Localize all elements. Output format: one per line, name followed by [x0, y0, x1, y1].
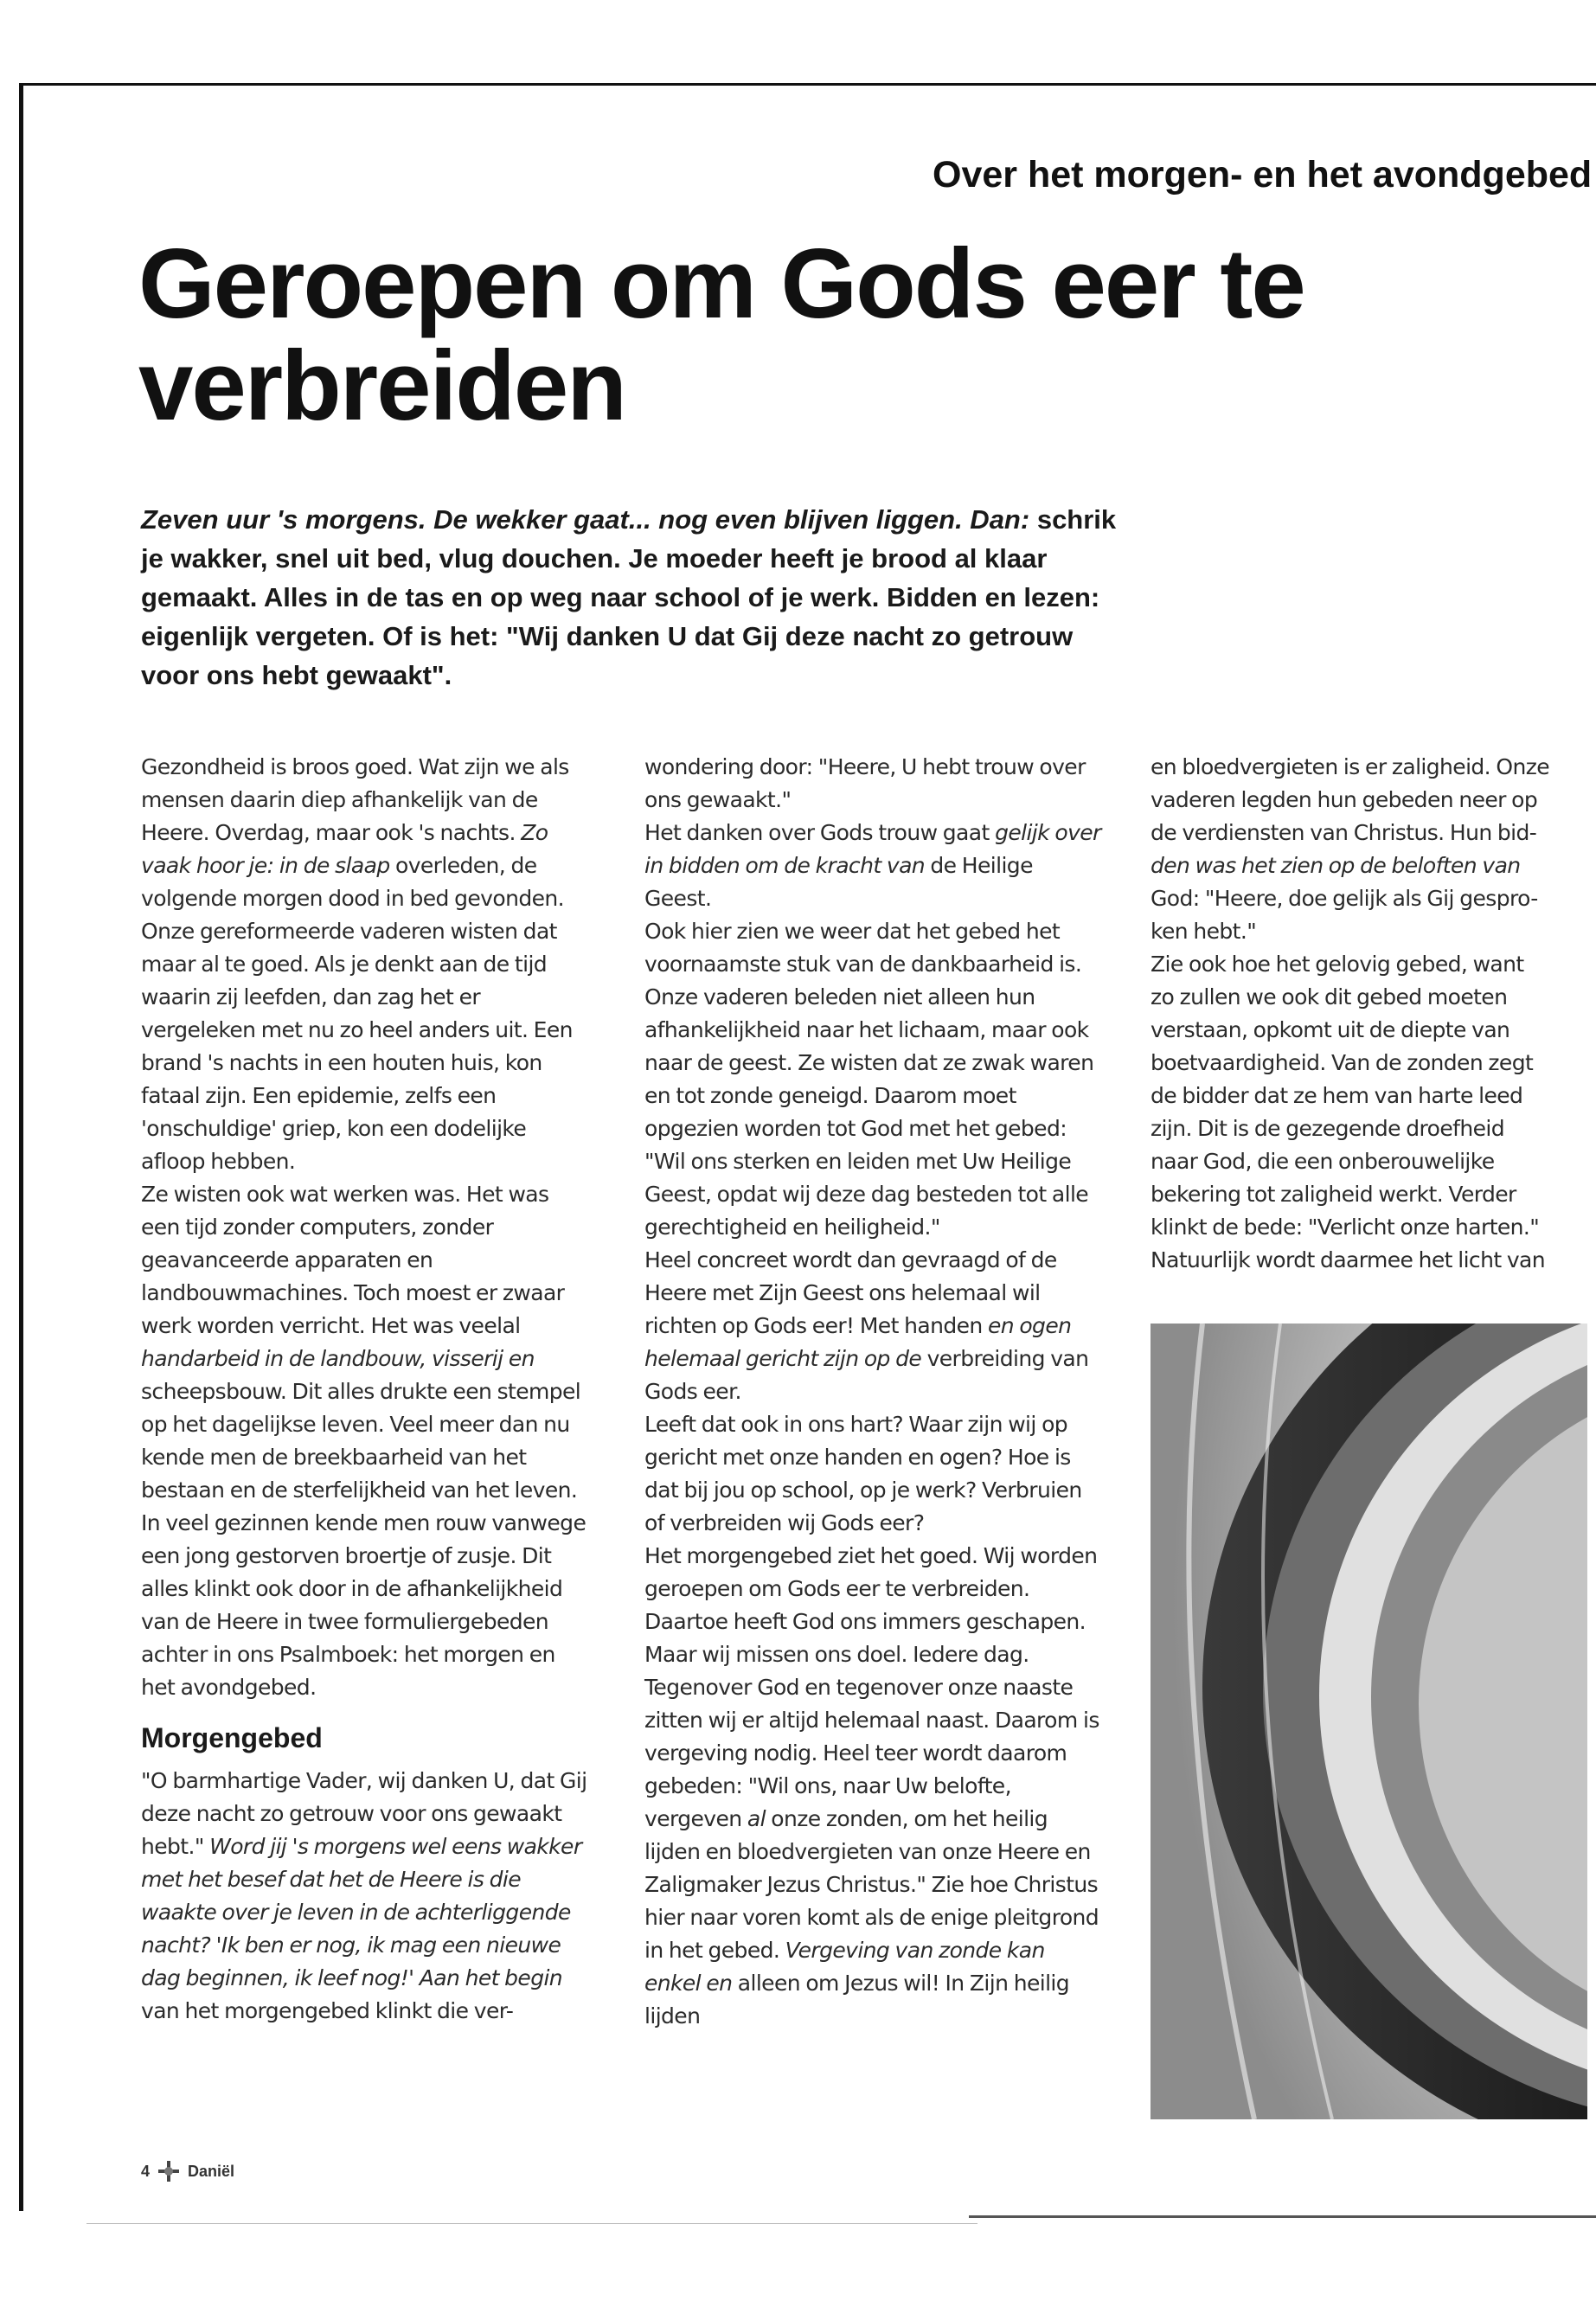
- magazine-logo-icon: [157, 2159, 181, 2183]
- col3-line: de bidder dat ze hem van harte leed: [1151, 1083, 1523, 1108]
- col3-line: zo zullen we ook dit gebed moeten: [1151, 984, 1508, 1009]
- column-3: [1151, 751, 1596, 1277]
- text: Het morgengebed ziet het goed. Wij worden geroepen om Gods eer te verbreiden. Daartoe heeft God ons immers geschapen. Maar wij missen ons doel. Iedere dag. Tegenover God en tegenover onze naaste zitten wij er altijd helemaal naast. Daarom is vergeving nodig. Heel teer wordt daarom gebeden: "Wil ons, naar Uw belofte, vergeven: [644, 1543, 1099, 1831]
- text: overleden, de volgende morgen dood in bed gevonden.: [141, 853, 564, 911]
- text: Gezondheid is broos goed. Wat zijn we als mensen daarin diep afhankelijk van de Heere. Overdag, maar ook 's nachts.: [141, 754, 569, 845]
- title-line-2: verbreiden: [138, 331, 625, 441]
- text: van het morgengebed klinkt die ver-: [141, 1998, 514, 2023]
- col3-line: bekering tot zaligheid werkt. Verder: [1151, 1182, 1516, 1207]
- col3-line: den was het zien op de beloften van: [1151, 853, 1521, 878]
- text: Het danken over Gods trouw gaat: [644, 820, 990, 845]
- text: verbreiding van Gods eer.: [644, 1346, 1089, 1404]
- text: alleen om Jezus wil! In Zijn heilig lijden: [644, 1971, 1070, 2029]
- page-footer: [141, 2159, 234, 2183]
- lead-italic: Zeven uur 's morgens. De wekker gaat... nog even blijven liggen. Dan:: [141, 504, 1030, 535]
- scan-edge-top: [19, 83, 1596, 86]
- page-number: 4: [141, 2162, 151, 2180]
- col3-line: en bloedvergieten is er zaligheid. Onze: [1151, 754, 1550, 779]
- magazine-name: Daniël: [188, 2162, 235, 2180]
- col3-line: Zie ook hoe het gelovig gebed, want: [1151, 952, 1524, 977]
- paragraph: [141, 1765, 591, 2028]
- paragraph: wondering door: "Heere, U hebt trouw over ons gewaakt.": [644, 754, 1086, 812]
- col3-line: boetvaardigheid. Van de zonden zegt: [1151, 1050, 1534, 1075]
- col3-line: ken hebt.": [1151, 919, 1257, 944]
- column-1: [141, 751, 591, 2028]
- text: Heel concreet wordt dan gevraagd of de Heere met Zijn Geest ons helemaal wil richten op Gods eer! Met handen: [644, 1247, 1057, 1338]
- column-2: [644, 751, 1103, 2033]
- scan-edge-bottom: [969, 2215, 1596, 2218]
- col3-line: God: "Heere, doe gelijk als Gij gespro-: [1151, 886, 1538, 911]
- paragraph: [644, 817, 1103, 915]
- col3-line: vaderen legden hun gebeden neer op: [1151, 787, 1538, 812]
- article-photo-plate: [1151, 1324, 1587, 2119]
- text: "O barmhartige Vader, wij danken U, dat Gij deze nacht zo getrouw voor ons gewaakt hebt.": [141, 1768, 587, 1859]
- text-italic: en ogen helemaal gericht zijn op de: [644, 1313, 1072, 1371]
- text-italic: Zo vaak hoor je: in de slaap: [141, 820, 548, 878]
- col3-line: Natuurlijk wordt daarmee het licht van: [1151, 1247, 1546, 1272]
- text-italic: Vergeving van zonde kan enkel en: [644, 1938, 1045, 1996]
- col3-line: naar God, die een onberouwelijke: [1151, 1149, 1495, 1174]
- col3-line: klinkt de bede: "Verlicht onze harten.": [1151, 1215, 1540, 1240]
- col3-line: verstaan, opkomt uit de diepte van: [1151, 1017, 1510, 1042]
- paragraph: Onze gereformeerde vaderen wisten dat maar al te goed. Als je denkt aan de tijd waarin zij leefden, dan zag het er vergeleken met nu zo heel anders uit. Een brand 's nachts in een houten huis, kon fataal zijn. Een epidemie, zelfs een 'onschuldige' griep, kon een dodelijke afloop hebben.: [141, 919, 573, 1174]
- title-line-1: Geroepen om Gods eer te: [138, 229, 1304, 339]
- paragraph: [141, 1178, 591, 1704]
- paragraph: Ook hier zien we weer dat het gebed het voornaamste stuk van de dankbaarheid is. Onze vaderen beleden niet alleen hun afhankelijkheid naar het lichaam, maar ook naar de geest. Ze wisten dat ze zwak waren en tot zonde geneigd. Daarom moet opgezien worden tot God met het gebed: "Wil ons sterken en leiden met Uw Heilige Geest, opdat wij deze dag besteden tot alle gerechtigheid en heiligheid.": [644, 919, 1094, 1240]
- section-kicker: Over het morgen- en het avondgebed: [933, 154, 1593, 195]
- plate-photo-illustration: [1151, 1324, 1587, 2119]
- text-italic: Word jij 's morgens wel eens wakker met het besef dat het de Heere is die waakte over je leven in de achterliggende nacht? 'Ik ben er nog, ik mag een nieuwe dag beginnen, ik leef nog!' Aan het begin: [141, 1834, 582, 1990]
- text-italic: handarbeid in de landbouw, visserij en: [141, 1346, 535, 1371]
- text: Ze wisten ook wat werken was. Het was een tijd zonder computers, zonder geavanceerde apparaten en landbouwmachines. Toch moest er zwaar werk worden verricht. Het was veelal: [141, 1182, 565, 1338]
- paragraph: [141, 751, 591, 915]
- article-title: [138, 229, 1349, 441]
- text-italic: gelijk over in bidden om de kracht van: [644, 820, 1101, 878]
- article-lead: [141, 500, 1118, 695]
- scan-edge-left: [19, 83, 23, 2211]
- lead-text: schrik je wakker, snel uit bed, vlug douchen. Je moeder heeft je brood al klaar gemaakt. Alles in de tas en op weg naar school of je werk. Bidden en lezen: eigenlijk vergeten. Of is het: "Wij danken U dat Gij deze nacht zo getrouw voor ons hebt gewaakt".: [141, 504, 1117, 690]
- text: scheepsbouw. Dit alles drukte een stempel op het dagelijkse leven. Veel meer dan nu kende men de breekbaarheid van het bestaan en de sterfelijkheid van het leven. In veel gezinnen kende men rouw vanwege een jong gestorven broertje of zusje. Dit alles klinkt ook door in de afhankelijkheid van de Heere in twee formuliergebeden achter in ons Psalmboek: het morgen en het avondgebed.: [141, 1379, 586, 1700]
- subheading-morgengebed: Morgengebed: [141, 1722, 323, 1753]
- col3-line: de verdiensten van Christus. Hun bid-: [1151, 820, 1537, 845]
- scan-edge-bottom-faint: [87, 2223, 977, 2224]
- paragraph: [644, 1540, 1103, 2033]
- text: onze zonden, om het heilig lijden en bloedvergieten van onze Heere en Zaligmaker Jezus Christus." Zie hoe Christus hier naar voren komt als de enige pleitgrond in het gebed.: [644, 1806, 1099, 1963]
- text: de Heilige Geest.: [644, 853, 1033, 911]
- paragraph: Leeft dat ook in ons hart? Waar zijn wij op gericht met onze handen en ogen? Hoe is dat bij jou op school, op je werk? Verbruien of verbreiden wij Gods eer?: [644, 1412, 1082, 1535]
- paragraph: [644, 1244, 1103, 1408]
- col3-line: zijn. Dit is de gezegende droefheid: [1151, 1116, 1504, 1141]
- text-italic: al: [747, 1806, 766, 1831]
